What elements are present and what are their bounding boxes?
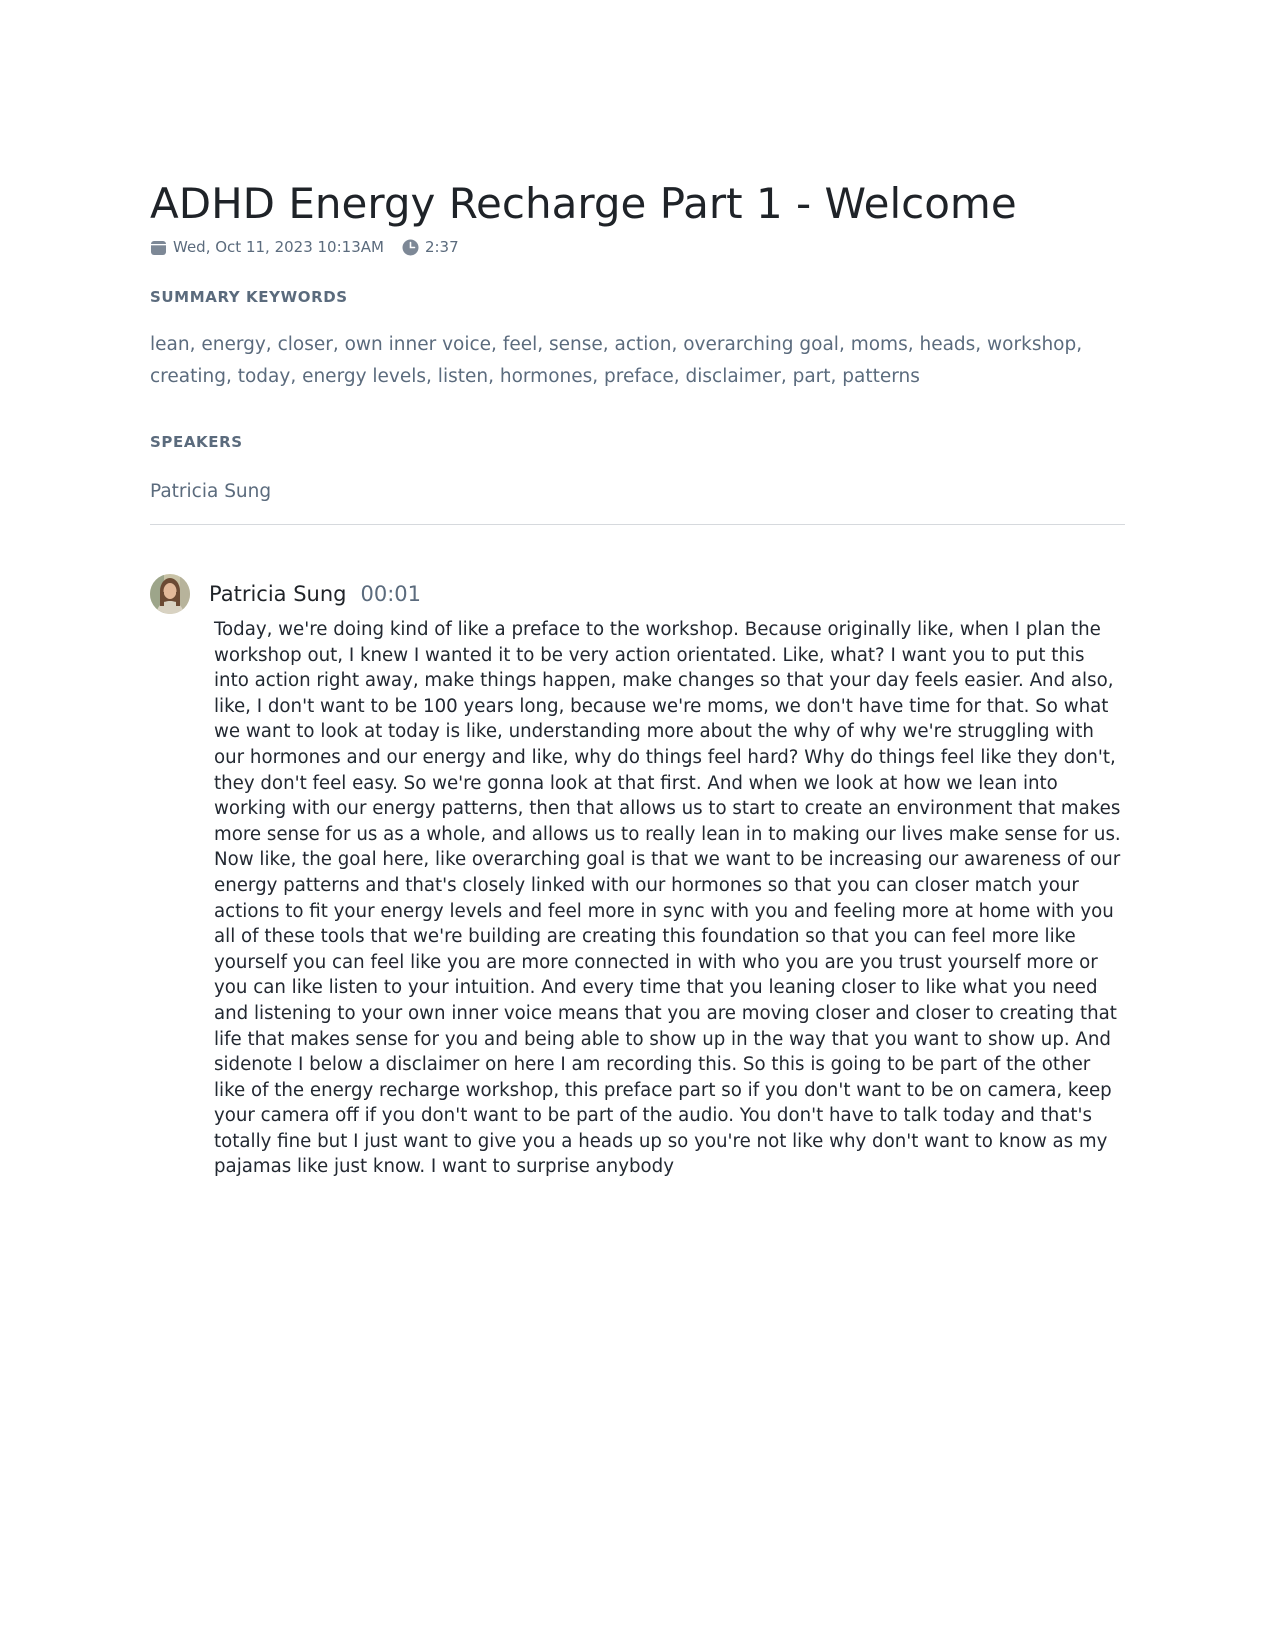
calendar-icon [150,239,167,256]
transcript-speaker-header [209,582,421,606]
clock-icon [402,239,419,256]
document-title: ADHD Energy Recharge Part 1 - Welcome [150,179,1017,228]
speaker-list: Patricia Sung [150,481,272,502]
speakers-heading: SPEAKERS [150,433,243,451]
transcript-speaker-name: Patricia Sung [209,582,347,606]
section-divider [150,524,1125,525]
transcript-timestamp: 00:01 [360,582,422,606]
avatar [150,574,190,614]
transcript-text: Today, we're doing kind of like a preface to the workshop. Because originally like, when I plan the workshop out, I knew I wanted it to be very action orientated. Like, what? I want you to put this into action right away, make things happen, make changes so that your day feels easier. And also, like, I don't want to be 100 years long, because we're moms, we don't have time for that. So what we want to look at today is like, understanding more about the why of why we're struggling with our hormones and our energy and like, why do things feel hard? Why do things feel like they don't, they don't feel easy. So we're gonna look at that first. And when we look at how we lean into working with our energy patterns, then that allows us to start to create an environment that makes more sense for us as a whole, and allows us to really lean in to making our lives make sense for us. Now like, the goal here, like overarching goal is that we want to be increasing our awareness of our energy patterns and that's closely linked with our hormones so that you can closer match your actions to fit your energy levels and feel more in sync with you and feeling more at home with you all of these tools that we're building are creating this foundation so that you can feel more like yourself you can feel like you are more connected in with who you are you trust yourself more or you can like listen to your intuition. And every time that you leaning closer to like what you need and listening to your own inner voice means that you are moving closer and closer to creating that life that makes sense for you and being able to show up in the way that you want to show up. And sidenote I below a disclaimer on here I am recording this. So this is going to be part of the other like of the energy recharge workshop, this preface part so if you don't want to be on camera, keep your camera off if you don't want to be part of the audio. You don't have to talk today and that's totally fine but I just want to give you a heads up so you're not like why don't want to know as my pajamas like just know. I want to surprise anybody [214,619,1121,1178]
summary-keywords-heading: SUMMARY KEYWORDS [150,288,348,306]
document-meta [150,238,459,256]
recording-date: Wed, Oct 11, 2023 10:13AM [173,238,384,256]
recording-duration: 2:37 [424,238,459,256]
summary-keywords: lean, energy, closer, own inner voice, feel, sense, action, overarching goal, moms, heads, workshop, creating, today, energy levels, listen, hormones, preface, disclaimer, part, patterns [150,334,1083,387]
